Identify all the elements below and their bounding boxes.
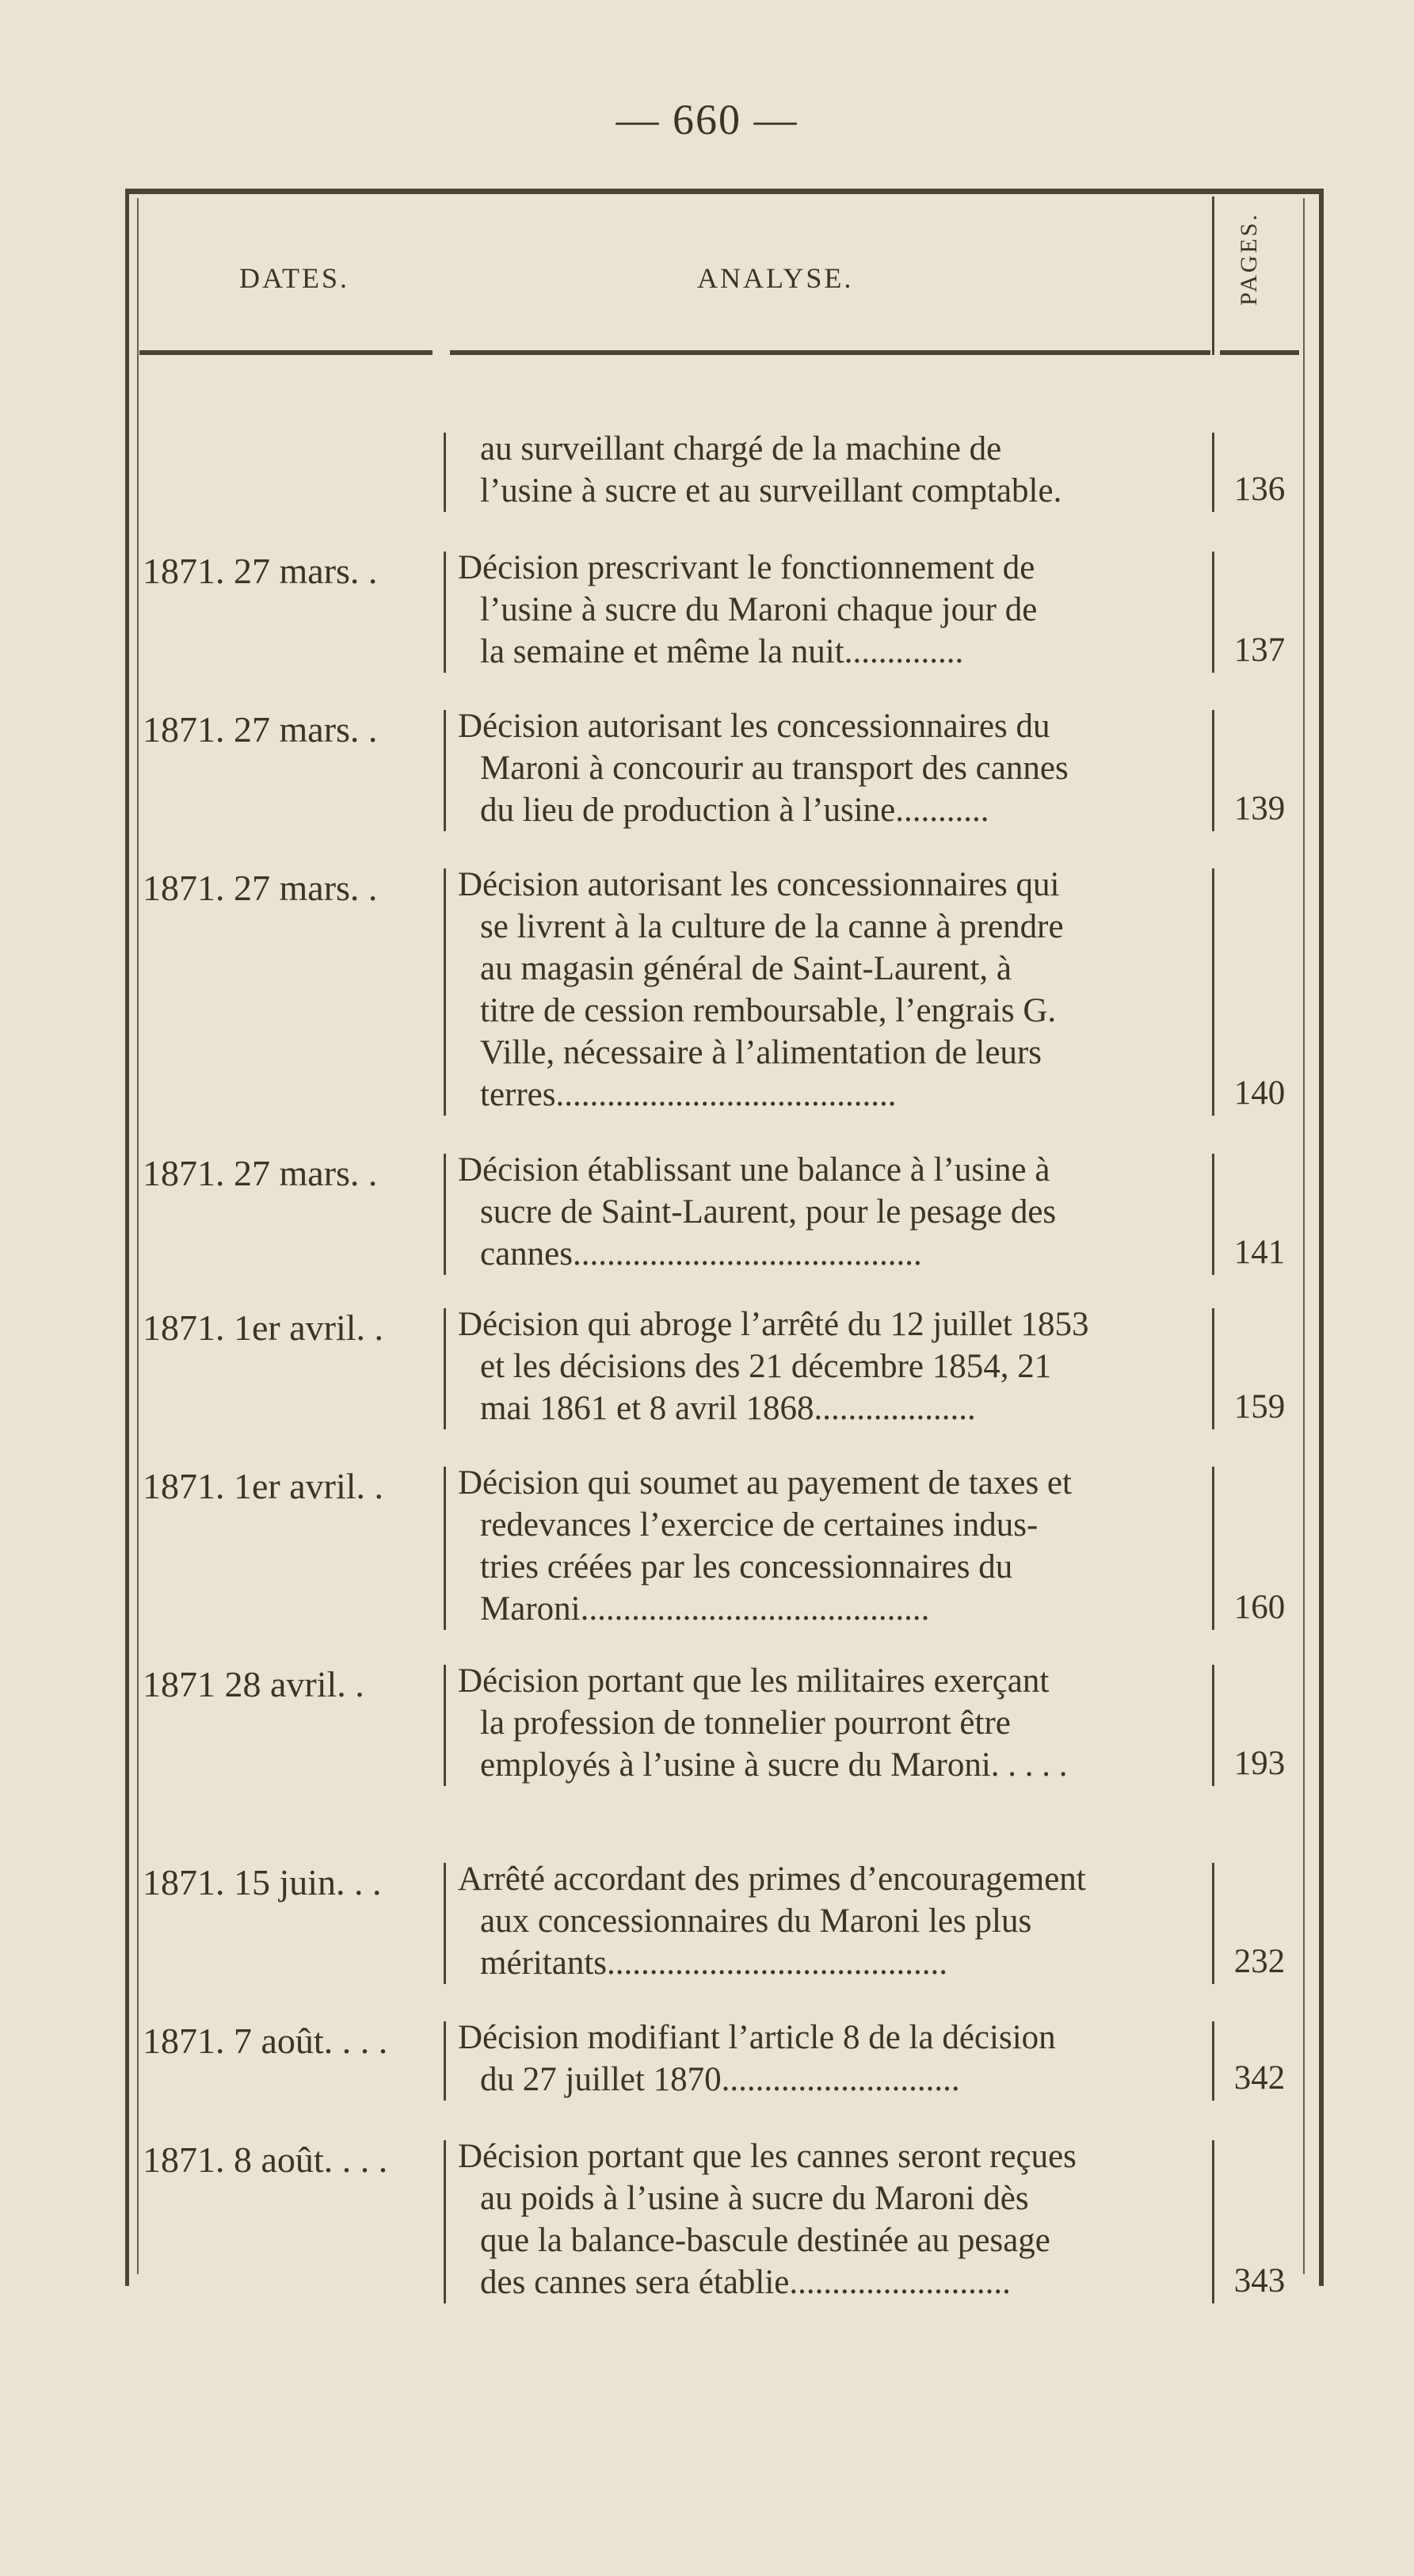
analysis-line: l’usine à sucre du Maroni chaque jour de [480, 591, 1038, 628]
analysis-line: méritants........................................ [480, 1944, 948, 1982]
column-separator [444, 1467, 446, 1630]
entry-analysis [458, 547, 1206, 673]
analysis-line: terres........................................ [480, 1076, 897, 1113]
analysis-line: Maroni à concourir au transport des cannes [480, 750, 1069, 787]
analysis-line: Décision qui abroge l’arrêté du 12 juillet 1853 [458, 1306, 1089, 1343]
column-separator [444, 1154, 446, 1275]
column-separator [444, 2140, 446, 2303]
column-separator [444, 1665, 446, 1786]
column-separator [1212, 1467, 1214, 1630]
analysis-line: au surveillant chargé de la machine de [480, 430, 1002, 467]
header-rule-pages [1220, 350, 1299, 355]
column-separator [1212, 1308, 1214, 1429]
column-separator [1212, 710, 1214, 831]
column-separator [444, 2021, 446, 2101]
entry-page: 140 [1233, 1074, 1286, 1112]
entry-page: 137 [1233, 632, 1286, 669]
entry-page: 342 [1233, 2059, 1286, 2097]
analysis-line: Décision portant que les cannes seront reçues [458, 2138, 1077, 2175]
analysis-line: la semaine et même la nuit.............. [480, 633, 964, 670]
analysis-line: employés à l’usine à sucre du Maroni. . . . . [480, 1746, 1068, 1784]
analysis-line: que la balance-bascule destinée au pesage [480, 2222, 1050, 2259]
column-separator [1212, 868, 1214, 1116]
header-rule-dates [139, 350, 433, 355]
analysis-line: se livrent à la culture de la canne à prendre [480, 908, 1064, 945]
entry-page: 193 [1233, 1745, 1286, 1782]
column-separator [444, 433, 446, 512]
entry-page: 159 [1233, 1388, 1286, 1425]
frame-inner-left-rule [137, 198, 139, 2274]
page-number: — 660 — [616, 96, 798, 143]
analysis-line: Ville, nécessaire à l’alimentation de leurs [480, 1034, 1042, 1071]
column-separator [1212, 1154, 1214, 1275]
analysis-line: Décision qui soumet au payement de taxes et [458, 1464, 1072, 1502]
analysis-line: du lieu de production à l’usine........... [480, 792, 989, 829]
analysis-line: la profession de tonnelier pourront être [480, 1704, 1011, 1742]
column-separator [1212, 2021, 1214, 2101]
column-separator [1212, 2140, 1214, 2303]
analysis-line: Décision modifiant l’article 8 de la décision [458, 2019, 1056, 2056]
entry-date: 1871. 27 mars. . [143, 868, 378, 908]
header-analyse: ANALYSE. [697, 262, 854, 294]
analysis-line: l’usine à sucre et au surveillant comptable. [480, 472, 1062, 509]
entry-page: 343 [1233, 2262, 1286, 2299]
analysis-line: et les décisions des 21 décembre 1854, 21 [480, 1348, 1052, 1385]
entry-page: 160 [1233, 1589, 1286, 1626]
entry-date: 1871. 27 mars. . [143, 709, 378, 750]
entry-date: 1871. 7 août. . . . [143, 2021, 388, 2061]
entry-date: 1871. 27 mars. . [143, 551, 378, 591]
analysis-line: Décision établissant une balance à l’usine à [458, 1151, 1050, 1189]
analysis-line: Maroni......................................... [480, 1590, 930, 1628]
header-pages: PAGES. [1236, 212, 1262, 306]
analysis-line: du 27 juillet 1870............................ [480, 2061, 960, 2098]
header-dates: DATES. [239, 262, 350, 294]
entry-date: 1871. 1er avril. . [143, 1466, 384, 1506]
column-separator [444, 868, 446, 1116]
entry-analysis [458, 1149, 1206, 1275]
column-separator [444, 1308, 446, 1429]
analysis-line: tries créées par les concessionnaires du [480, 1548, 1013, 1586]
entry-analysis [458, 1303, 1206, 1429]
column-separator [444, 1863, 446, 1984]
header-rule-analyse [450, 350, 1210, 355]
entry-analysis [458, 2135, 1206, 2303]
entry-page: 136 [1233, 471, 1286, 508]
entry-page: 139 [1233, 790, 1286, 827]
analysis-line: aux concessionnaires du Maroni les plus [480, 1902, 1032, 1940]
entry-analysis [458, 1858, 1206, 1984]
entry-analysis [458, 1462, 1206, 1630]
analysis-line: des cannes sera établie.......................... [480, 2264, 1011, 2301]
column-separator [1212, 551, 1214, 673]
entry-date: 1871. 15 juin. . . [143, 1862, 382, 1902]
analysis-line: Arrêté accordant des primes d’encouragement [458, 1860, 1086, 1898]
column-separator [444, 551, 446, 673]
analysis-line: mai 1861 et 8 avril 1868................... [480, 1390, 976, 1427]
analysis-line: redevances l’exercice de certaines indus- [480, 1506, 1039, 1544]
entry-page: 232 [1233, 1943, 1286, 1980]
analysis-line: au poids à l’usine à sucre du Maroni dès [480, 2180, 1029, 2217]
column-separator [1212, 1863, 1214, 1984]
analysis-line: Décision portant que les militaires exerçant [458, 1662, 1050, 1700]
entry-analysis [458, 864, 1206, 1116]
analysis-line: titre de cession remboursable, l’engrais G. [480, 992, 1057, 1029]
analysis-line: sucre de Saint-Laurent, pour le pesage des [480, 1193, 1057, 1231]
entry-analysis [458, 2017, 1206, 2101]
header-separator [1212, 197, 1214, 355]
column-separator [444, 710, 446, 831]
analysis-line: Décision autorisant les concessionnaires du [458, 708, 1050, 745]
analysis-line: au magasin général de Saint-Laurent, à [480, 950, 1012, 987]
column-separator [1212, 433, 1214, 512]
analysis-line: Décision autorisant les concessionnaires qui [458, 866, 1060, 903]
entry-date: 1871. 1er avril. . [143, 1307, 384, 1348]
entry-date: 1871. 8 août. . . . [143, 2139, 388, 2180]
column-separator [1212, 1665, 1214, 1786]
entry-analysis [458, 428, 1206, 512]
entry-analysis [458, 1660, 1206, 1786]
analysis-line: cannes......................................... [480, 1235, 922, 1273]
entry-page: 141 [1233, 1234, 1286, 1271]
frame-inner-right-rule [1303, 198, 1305, 2274]
analysis-line: Décision prescrivant le fonctionnement de [458, 549, 1035, 586]
entry-date: 1871 28 avril. . [143, 1664, 364, 1704]
entry-date: 1871. 27 mars. . [143, 1153, 378, 1193]
entry-analysis [458, 705, 1206, 831]
